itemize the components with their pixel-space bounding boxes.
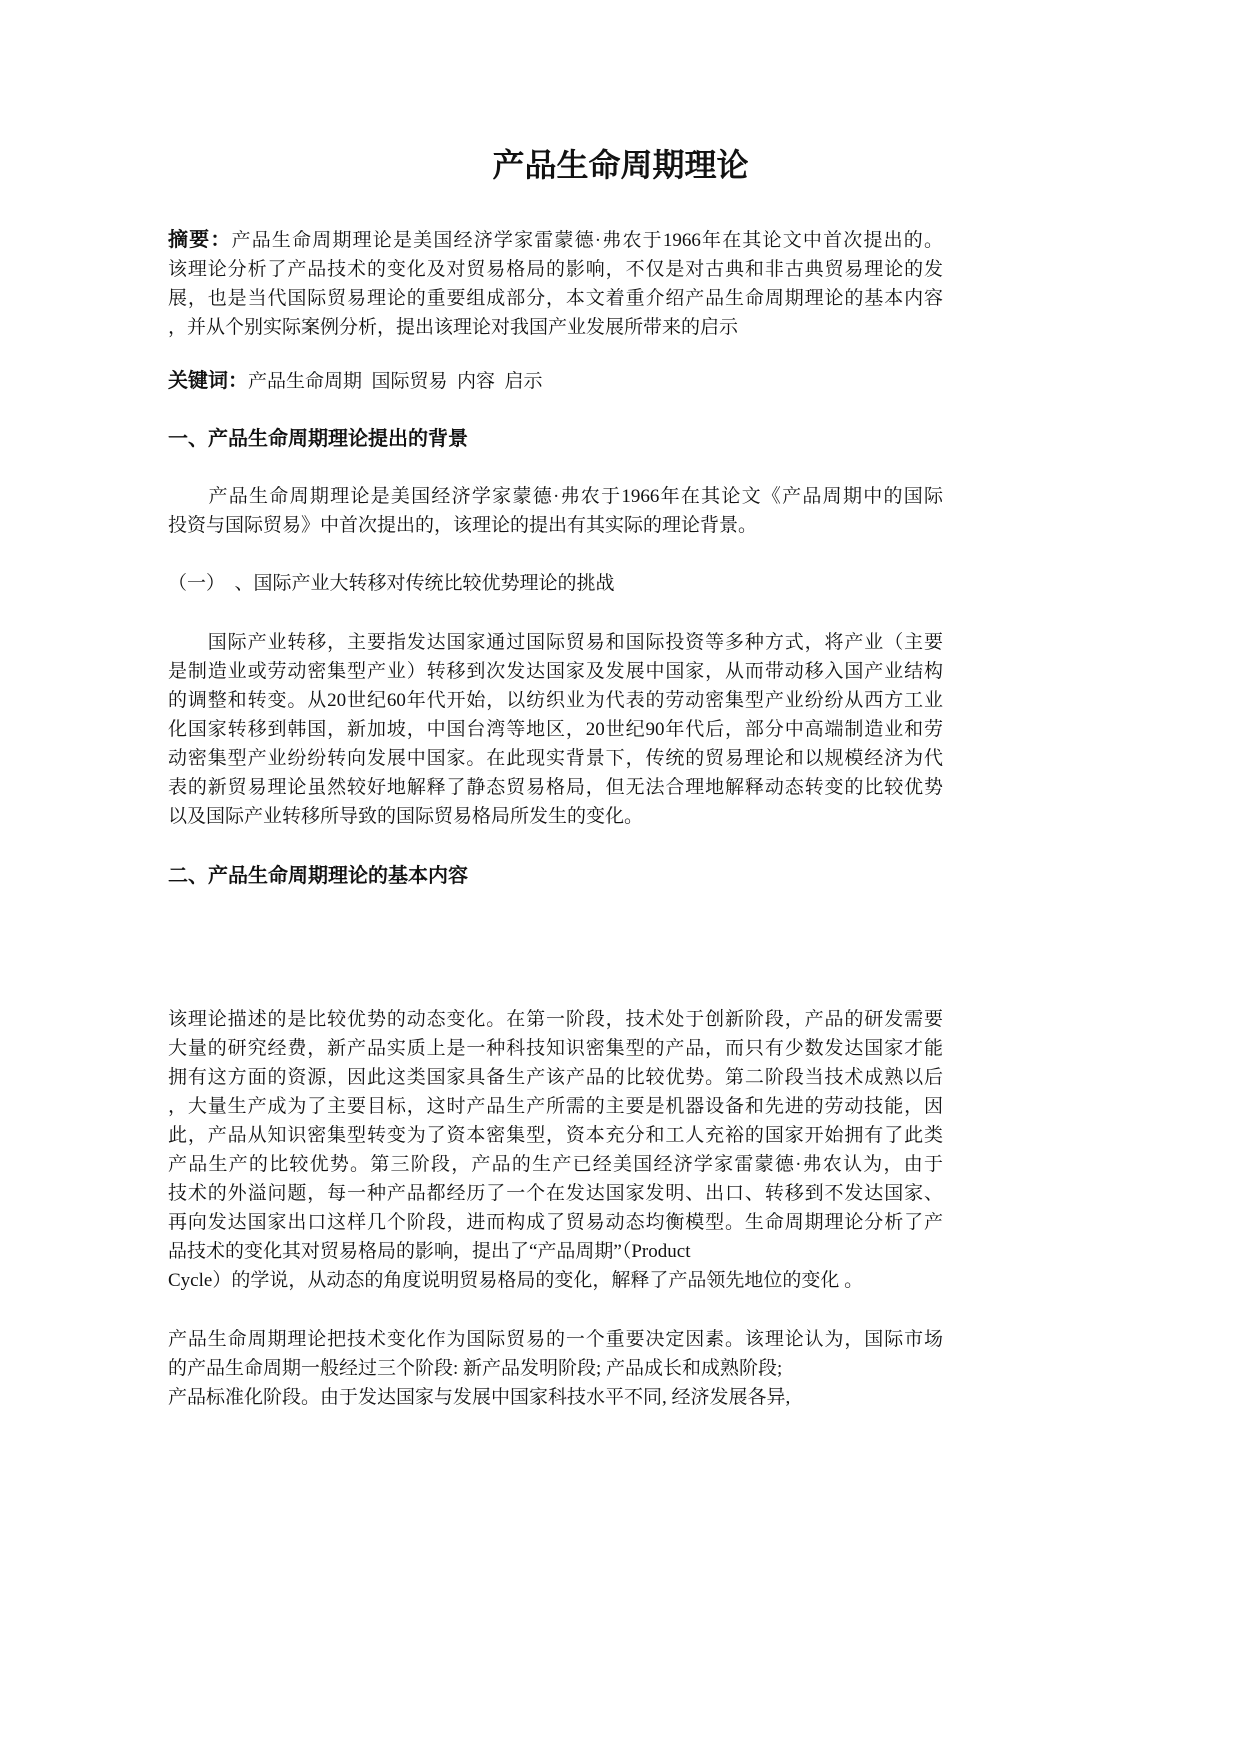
paragraph-line: 再向发达国家出口这样几个阶段，进而构成了贸易动态均衡模型。生命周期理论分析了产 <box>168 1212 943 1233</box>
abstract-label: 摘要： <box>168 229 232 251</box>
paragraph-line: 该理论描述的是比较优势的动态变化。在第一阶段，技术处于创新阶段，产品的研发需要 <box>168 1009 943 1030</box>
paragraph-line: 以及国际产业转移所导致的国际贸易格局所发生的变化。 <box>168 806 644 827</box>
paragraph-line: 产品生产的比较优势。第三阶段，产品的生产已经美国经济学家雷蒙德·弗农认为，由于 <box>168 1154 943 1175</box>
paragraph-line: Cycle）的学说，从动态的角度说明贸易格局的变化，解释了产品领先地位的变化 。 <box>168 1270 864 1291</box>
paragraph-line: 投资与国际贸易》中首次提出的，该理论的提出有其实际的理论背景。 <box>168 515 758 536</box>
keywords <box>168 367 943 396</box>
paragraph-line: 大量的研究经费，新产品实质上是一种科技知识密集型的产品，而只有少数发达国家才能 <box>168 1038 943 1059</box>
abstract-line: 摘要：产品生命周期理论是美国经济学家雷蒙德·弗农于1966年在其论文中首次提出的。 <box>168 229 943 251</box>
abstract-line: ，并从个别实际案例分析，提出该理论对我国产业发展所带来的启示 <box>168 317 739 338</box>
keywords-text: 产品生命周期 国际贸易 内容 启示 <box>248 371 543 392</box>
section1-heading: 一、产品生命周期理论提出的背景 <box>168 428 468 450</box>
abstract-line: 展，也是当代国际贸易理论的重要组成部分，本文着重介绍产品生命周期理论的基本内容 <box>168 288 943 309</box>
paragraph-line: 是制造业或劳动密集型产业）转移到次发达国家及发展中国家，从而带动移入国产业结构 <box>168 661 943 682</box>
paragraph-line: 技术的外溢问题，每一种产品都经历了一个在发达国家发明、出口、转移到不发达国家、 <box>168 1183 943 1204</box>
paragraph-line: ，大量生产成为了主要目标，这时产品生产所需的主要是机器设备和先进的劳动技能，因 <box>168 1096 943 1117</box>
section1-subheading: （一） 、国际产业大转移对传统比较优势理论的挑战 <box>168 573 615 594</box>
paragraph-line: 动密集型产业纷纷转向发展中国家。在此现实背景下，传统的贸易理论和以规模经济为代 <box>168 748 943 769</box>
abstract-line: 该理论分析了产品技术的变化及对贸易格局的影响，不仅是对古典和非古典贸易理论的发 <box>168 259 943 280</box>
paragraph-line: 品技术的变化其对贸易格局的影响，提出了“产品周期”（Product <box>168 1241 691 1262</box>
keywords-label: 关键词： <box>168 370 248 392</box>
paragraph-line: 产品标准化阶段。由于发达国家与发展中国家科技水平不同, 经济发展各异, <box>168 1387 791 1408</box>
section2-paragraph <box>168 1005 943 1295</box>
section2-heading: 二、产品生命周期理论的基本内容 <box>168 865 468 887</box>
section2-paragraph-2 <box>168 1325 943 1412</box>
section1-paragraph <box>168 482 943 540</box>
paragraph-line: 产品生命周期理论是美国经济学家蒙德·弗农于1966年在其论文《产品周期中的国际 <box>168 486 943 507</box>
paragraph-line: 拥有这方面的资源，因此这类国家具备生产该产品的比较优势。第二阶段当技术成熟以后 <box>168 1067 943 1088</box>
paragraph-line: 化国家转移到韩国，新加坡，中国台湾等地区，20世纪90年代后，部分中高端制造业和劳 <box>168 719 943 740</box>
document-title: 产品生命周期理论 <box>492 147 749 183</box>
paragraph-line: 此，产品从知识密集型转变为了资本密集型，资本充分和工人充裕的国家开始拥有了此类 <box>168 1125 943 1146</box>
paragraph-line: 的调整和转变。从20世纪60年代开始，以纺织业为代表的劳动密集型产业纷纷从西方工业 <box>168 690 943 711</box>
section1-paragraph-2 <box>168 628 943 831</box>
paragraph-line: 表的新贸易理论虽然较好地解释了静态贸易格局，但无法合理地解释动态转变的比较优势 <box>168 777 943 798</box>
abstract <box>168 226 943 342</box>
paragraph-line: 的产品生命周期一般经过三个阶段: 新产品发明阶段; 产品成长和成熟阶段; <box>168 1358 783 1379</box>
paragraph-line: 产品生命周期理论把技术变化作为国际贸易的一个重要决定因素。该理论认为，国际市场 <box>168 1329 943 1350</box>
paragraph-line: 国际产业转移，主要指发达国家通过国际贸易和国际投资等多种方式，将产业（主要 <box>168 632 943 653</box>
